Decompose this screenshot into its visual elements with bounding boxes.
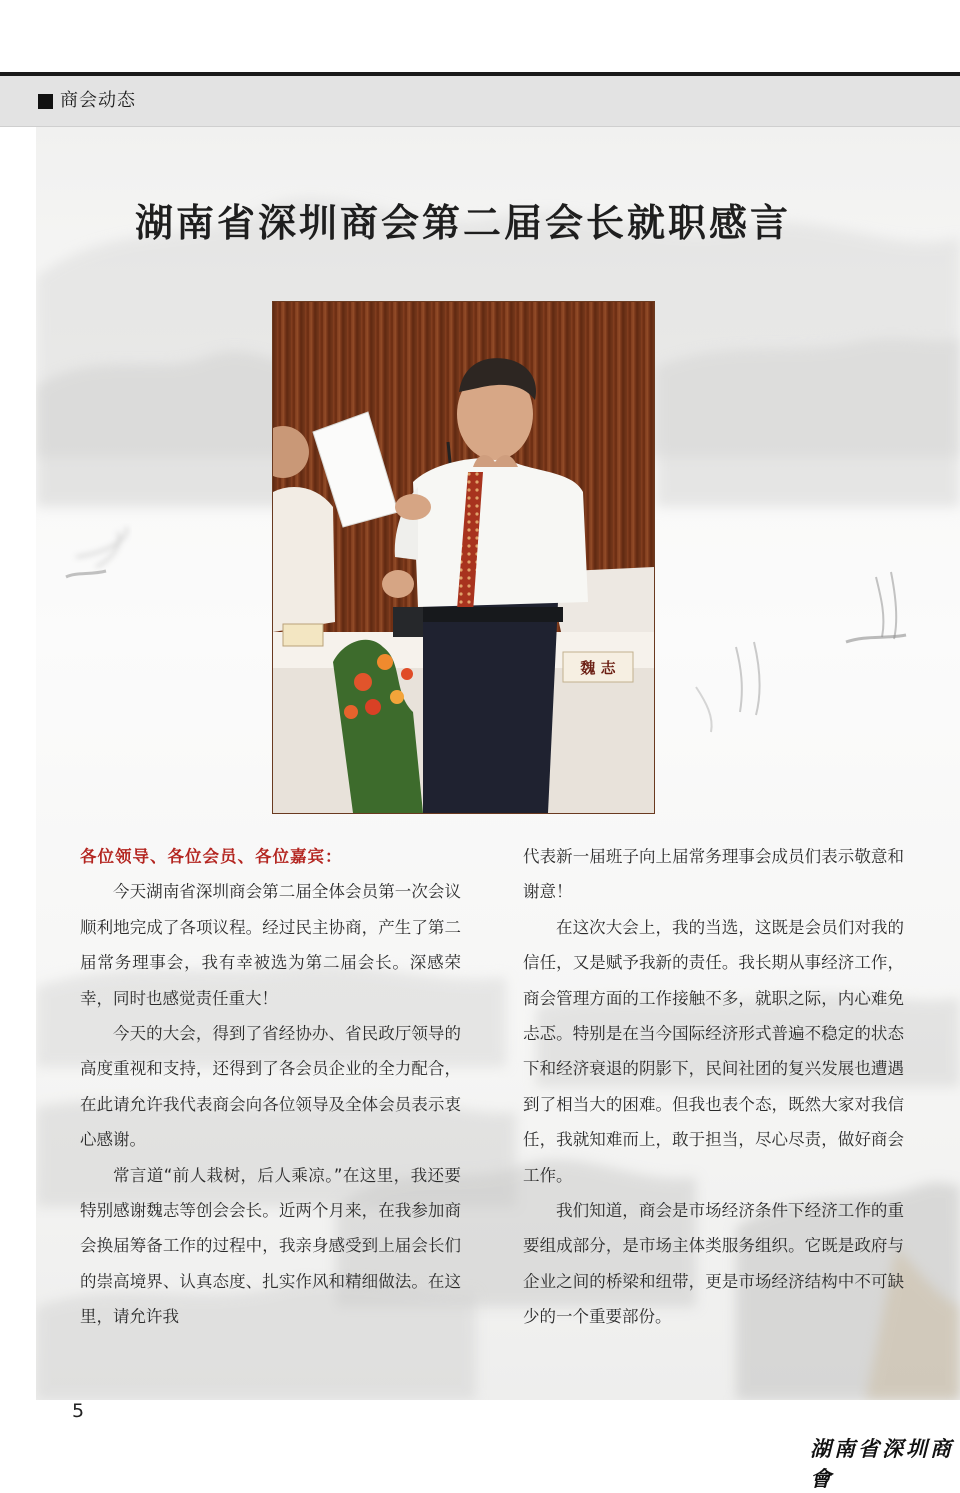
name-placard: 魏 志 — [580, 659, 616, 677]
article-title: 湖南省深圳商会第二届会长就职感言 — [134, 200, 791, 245]
article-right-column — [523, 839, 904, 1335]
speaker-photo — [273, 302, 654, 813]
article-paragraph: 我们知道，商会是市场经济条件下经济工作的重要组成部分，是市场主体类服务组织。它既是政府与企业之间的桥梁和纽带，更是市场经济结构中不可缺少的一个重要部份。 — [523, 1201, 904, 1327]
page-number: 5 — [72, 1400, 85, 1422]
article-paragraph: 今天的大会，得到了省经协办、省民政厅领导的高度重视和支持，还得到了各会员企业的全力配合，在此请允许我代表商会向各位领导及全体会员表示衷心感谢。 — [80, 1024, 461, 1150]
section-label: 商会动态 — [60, 90, 136, 111]
article-paragraph: 今天湖南省深圳商会第二届全体会员第一次会议顺利地完成了各项议程。经过民主协商，产生了第二届常务理事会，我有幸被选为第二届会长。深感荣幸，同时也感觉责任重大！ — [80, 882, 461, 1008]
speaker-photo-illustration — [273, 302, 654, 813]
section-header — [0, 76, 960, 127]
publication-name: 湖南省深圳商會 — [810, 1436, 954, 1491]
article-paragraph: 在这次大会上，我的当选，这既是会员们对我的信任，又是赋予我新的责任。我长期从事经济工作，商会管理方面的工作接触不多，就职之际，内心难免忐忑。特别是在当今国际经济形式普遍不稳定的状态下和经济衰退的阴影下，民间社团的复兴发展也遭遇到了相当大的困难。但我也表个态，既然大家对我信任，我就知难而上，敢于担当，尽心尽责，做好商会工作。 — [523, 917, 904, 1185]
article-paragraph: 常言道“前人栽树，后人乘凉。”在这里，我还要特别感谢魏志等创会会长。近两个月来，在我参加商会换届筹备工作的过程中，我亲身感受到上届会长们的崇高境界、认真态度、扎实作风和精细做法。在这里，请允许我 — [80, 1165, 461, 1327]
article-paragraph-continued: 代表新一届班子向上届常务理事会成员们表示敬意和谢意！ — [523, 847, 904, 902]
article-greeting: 各位领导、各位会员、各位嘉宾： — [80, 847, 343, 866]
square-bullet-icon — [38, 94, 53, 109]
article-left-column — [80, 839, 461, 1335]
